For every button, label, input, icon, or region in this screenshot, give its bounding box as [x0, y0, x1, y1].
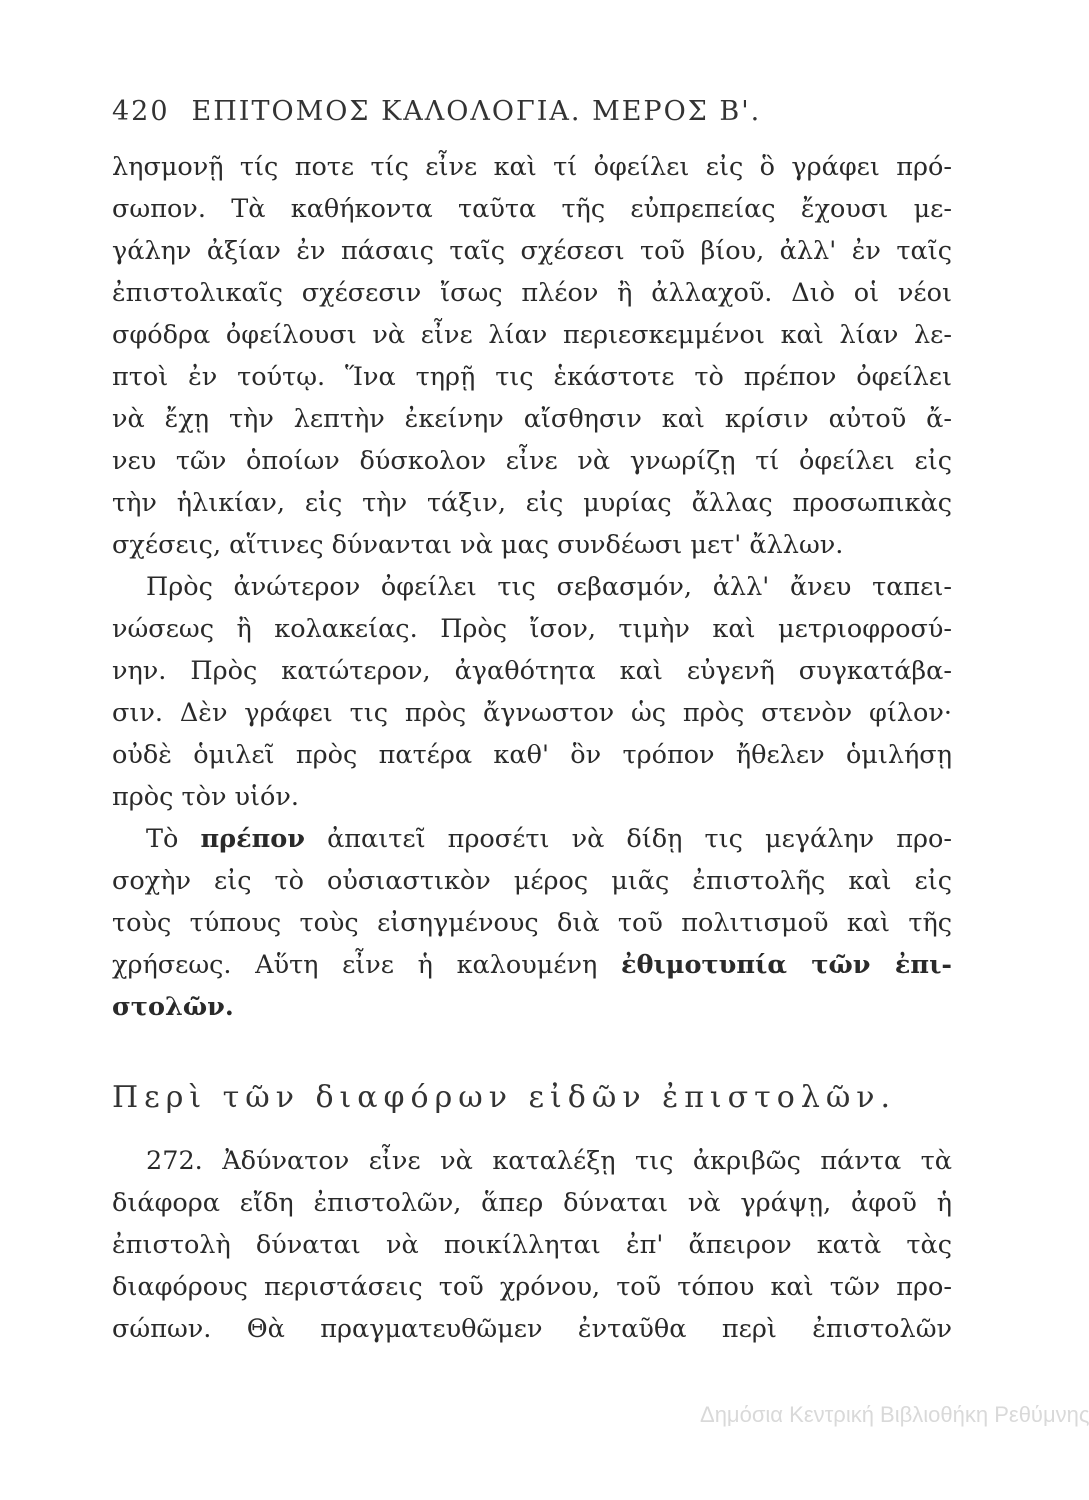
text-line: στολῶν. — [112, 992, 234, 1022]
text-line: σιν. Δὲν γράφει τις πρὸς ἄγνωστον ὡς πρὸς στενὸν φίλον· — [112, 698, 952, 728]
text-line: γάλην ἀξίαν ἐν πάσαις ταῖς σχέσεσι τοῦ βίου, ἀλλ' ἐν ταῖς — [112, 236, 952, 266]
text-line — [112, 944, 952, 986]
text-line: νὰ ἔχῃ τὴν λεπτὴν ἐκείνην αἴσθησιν καὶ κρίσιν αὐτοῦ ἄ- — [112, 404, 952, 434]
text-line: τὴν ἡλικίαν, εἰς τὴν τάξιν, εἰς μυρίας ἄλλας προσωπικὰς — [112, 488, 952, 518]
text-line: σωπον. Τὰ καθήκοντα ταῦτα τῆς εὐπρεπείας ἔχουσι με- — [112, 194, 952, 224]
text-run: ἀπαιτεῖ προσέτι νὰ δίδῃ τις μεγάλην προ- — [304, 824, 952, 854]
text-line: πρὸς τὸν υἱόν. — [112, 782, 300, 812]
page-number: 420 — [112, 96, 170, 127]
text-line — [112, 818, 952, 860]
paragraph-2 — [112, 566, 952, 818]
running-title: ΕΠΙΤΟΜΟΣ ΚΑΛΟΛΟΓΙΑ. ΜΕΡΟΣ Β'. — [191, 96, 762, 127]
text-line: διάφορα εἴδη ἐπιστολῶν, ἅπερ δύναται νὰ γράψῃ, ἀφοῦ ἡ — [112, 1188, 952, 1218]
text-line: λησμονῇ τίς ποτε τίς εἶνε καὶ τί ὀφείλει εἰς ὃ γράφει πρό- — [112, 152, 952, 182]
paragraph-4 — [112, 1140, 952, 1350]
text-line: σχέσεις, αἵτινες δύνανται νὰ μας συνδέωσι μετ' ἄλλων. — [112, 530, 844, 560]
text-line: ἐπιστολικαῖς σχέσεσιν ἴσως πλέον ἢ ἀλλαχοῦ. Διὸ οἱ νέοι — [112, 278, 952, 308]
text-line: διαφόρους περιστάσεις τοῦ χρόνου, τοῦ τόπου καὶ τῶν προ- — [112, 1272, 952, 1302]
text-line: τοὺς τύπους τοὺς εἰσηγμένους διὰ τοῦ πολιτισμοῦ καὶ τῆς — [112, 908, 952, 938]
paragraph-1 — [112, 146, 952, 566]
text-line: οὐδὲ ὁμιλεῖ πρὸς πατέρα καθ' ὃν τρόπον ἤθελεν ὁμιλήσῃ — [112, 740, 952, 770]
text-line: νώσεως ἢ κολακείας. Πρὸς ἴσον, τιμὴν καὶ μετριοφροσύ- — [112, 614, 952, 644]
text-run: χρήσεως. Αὕτη εἶνε ἡ καλουμένη — [112, 950, 621, 980]
library-watermark: Δημόσια Κεντρική Βιβλιοθήκη Ρεθύμνης — [700, 1402, 1089, 1427]
paragraph-3 — [112, 818, 952, 1028]
text-line: ἐπιστολὴ δύναται νὰ ποικίλληται ἐπ' ἄπειρον κατὰ τὰς — [112, 1230, 952, 1260]
section-heading: Περὶ τῶν διαφόρων εἰδῶν ἐπιστολῶν. — [112, 1080, 897, 1115]
emphasis-term: ἐθιμοτυπία τῶν ἐπι- — [620, 950, 952, 980]
text-line: σφόδρα ὀφείλουσι νὰ εἶνε λίαν περιεσκεμμένοι καὶ λίαν λε- — [112, 320, 952, 350]
text-line: σώπων. Θὰ πραγματευθῶμεν ἐνταῦθα περὶ ἐπιστολῶν — [112, 1314, 952, 1344]
text-line: σοχὴν εἰς τὸ οὐσιαστικὸν μέρος μιᾶς ἐπιστολῆς καὶ εἰς — [112, 866, 952, 896]
emphasis-term: πρέπον — [200, 824, 305, 854]
text-line: νην. Πρὸς κατώτερον, ἀγαθότητα καὶ εὐγενῆ συγκατάβα- — [112, 656, 952, 686]
text-line: Πρὸς ἀνώτερον ὀφείλει τις σεβασμόν, ἀλλ' ἄνευ ταπει- — [146, 572, 952, 602]
text-run: Τὸ — [146, 824, 201, 854]
text-line: νευ τῶν ὁποίων δύσκολον εἶνε νὰ γνωρίζῃ τί ὀφείλει εἰς — [112, 446, 952, 476]
running-header — [112, 96, 892, 127]
text-line: 272. Ἀδύνατον εἶνε νὰ καταλέξῃ τις ἀκριβῶς πάντα τὰ — [146, 1146, 952, 1176]
text-line: πτοὶ ἐν τούτῳ. Ἵνα τηρῇ τις ἑκάστοτε τὸ πρέπον ὀφείλει — [112, 362, 952, 392]
